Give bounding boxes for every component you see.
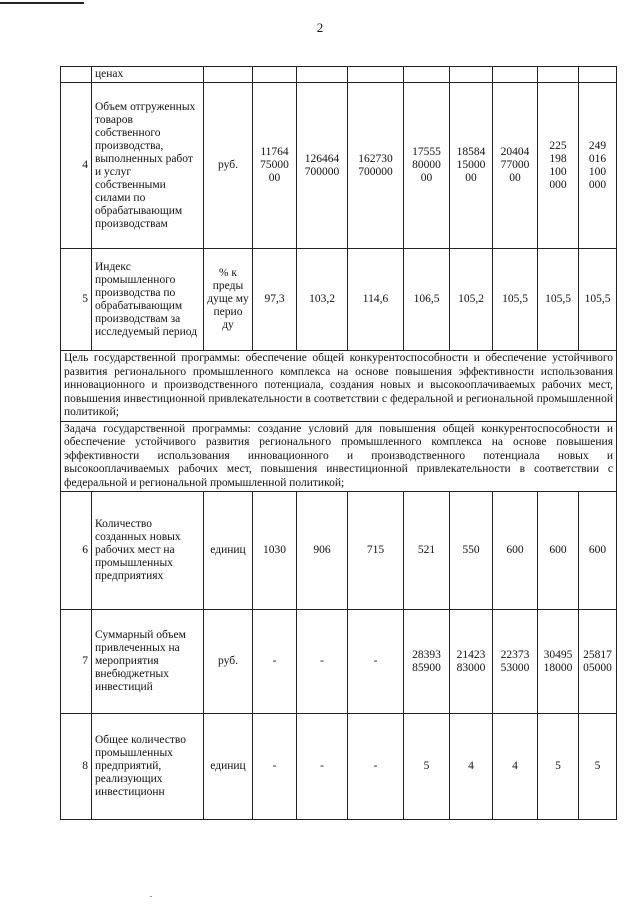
table-row — [61, 610, 617, 714]
value-cell: 5 — [579, 714, 617, 820]
table-row — [61, 83, 617, 249]
value-cell: - — [297, 610, 348, 714]
value-cell: - — [297, 714, 348, 820]
program-task: Задача государственной программы: создание условий для повышения общей конкурентоспособности и обеспечение устойчивого развития регионального промышленного комплекса на основе повышения эффективности использования инновационного и производственного потенциала новых и высокооплачиваемых рабочих мест, повышения инвестиционной привлекательности в соответствии с федеральной и региональной промышленной политикой; — [61, 421, 617, 492]
value-cell — [450, 67, 493, 83]
indicator-name: Объем отгруженных товаров собственного производства, выполненных работ и услуг собственными силами по обрабатывающим производствам — [92, 83, 204, 249]
value-cell: 600 — [579, 492, 617, 610]
value-cell: 225 198 100 000 — [538, 83, 579, 249]
row-number: 7 — [61, 610, 92, 714]
value-cell: 521 — [404, 492, 450, 610]
value-cell: - — [348, 714, 404, 820]
unit-cell — [204, 67, 253, 83]
indicator-name: Суммарный объем привлеченных на мероприятия внебюджетных инвестиций — [92, 610, 204, 714]
value-cell: 162730 700000 — [348, 83, 404, 249]
indicator-name: Общее количество промышленных предприятий, реализующих инвестиционн — [92, 714, 204, 820]
indicator-name: Количество созданных новых рабочих мест на промышленных предприятиях — [92, 492, 204, 610]
value-cell: 249 016 100 000 — [579, 83, 617, 249]
value-cell — [538, 67, 579, 83]
value-cell: 22373 53000 — [493, 610, 538, 714]
indicator-name: Индекс промышленного производства по обрабатывающим производствам за исследуемый период — [92, 249, 204, 351]
value-cell: 715 — [348, 492, 404, 610]
table-row — [61, 492, 617, 610]
row-number: 6 — [61, 492, 92, 610]
value-cell: 20404 77000 00 — [493, 83, 538, 249]
value-cell: 114,6 — [348, 249, 404, 351]
value-cell: - — [348, 610, 404, 714]
value-cell: 97,3 — [253, 249, 297, 351]
value-cell: 17555 80000 00 — [404, 83, 450, 249]
value-cell — [579, 67, 617, 83]
value-cell: 600 — [493, 492, 538, 610]
value-cell: 126464 700000 — [297, 83, 348, 249]
indicator-name: ценах — [92, 67, 204, 83]
value-cell: 1030 — [253, 492, 297, 610]
unit-cell: руб. — [204, 83, 253, 249]
unit-cell: единиц — [204, 492, 253, 610]
value-cell — [404, 67, 450, 83]
value-cell: 30495 18000 — [538, 610, 579, 714]
value-cell: 105,5 — [579, 249, 617, 351]
value-cell: 18584 15000 00 — [450, 83, 493, 249]
value-cell: - — [253, 610, 297, 714]
value-cell: 4 — [493, 714, 538, 820]
value-cell: - — [253, 714, 297, 820]
unit-cell: руб. — [204, 610, 253, 714]
value-cell: 105,5 — [493, 249, 538, 351]
task-row — [61, 421, 617, 492]
value-cell: 106,5 — [404, 249, 450, 351]
row-number: 5 — [61, 249, 92, 351]
value-cell: 28393 85900 — [404, 610, 450, 714]
value-cell: 906 — [297, 492, 348, 610]
table-row — [61, 714, 617, 820]
value-cell — [297, 67, 348, 83]
value-cell: 550 — [450, 492, 493, 610]
goal-row — [61, 351, 617, 422]
unit-cell: % к преды дуще му перио ду — [204, 249, 253, 351]
row-number: 4 — [61, 83, 92, 249]
top-rule — [0, 2, 84, 4]
scan-speck — [150, 896, 152, 897]
table-row — [61, 249, 617, 351]
value-cell — [348, 67, 404, 83]
unit-cell: единиц — [204, 714, 253, 820]
value-cell: 5 — [538, 714, 579, 820]
table-row — [61, 67, 617, 83]
value-cell: 105,5 — [538, 249, 579, 351]
row-number: 8 — [61, 714, 92, 820]
value-cell: 105,2 — [450, 249, 493, 351]
value-cell: 25817 05000 — [579, 610, 617, 714]
value-cell — [253, 67, 297, 83]
indicators-table — [60, 66, 617, 820]
value-cell — [493, 67, 538, 83]
page-number: 2 — [316, 20, 324, 35]
value-cell: 21423 83000 — [450, 610, 493, 714]
value-cell: 600 — [538, 492, 579, 610]
program-goal: Цель государственной программы: обеспечение общей конкурентоспособности и обеспечение устойчивого развития регионального промышленного комплекса на основе повышения эффективности использования инновационного и производственного потенциала, создания новых и высокооплачиваемых рабочих мест, повышения инвестиционной привлекательности в соответствии с федеральной и региональной промышленной политикой; — [61, 351, 617, 422]
value-cell: 5 — [404, 714, 450, 820]
row-number — [61, 67, 92, 83]
value-cell: 11764 75000 00 — [253, 83, 297, 249]
value-cell: 103,2 — [297, 249, 348, 351]
value-cell: 4 — [450, 714, 493, 820]
